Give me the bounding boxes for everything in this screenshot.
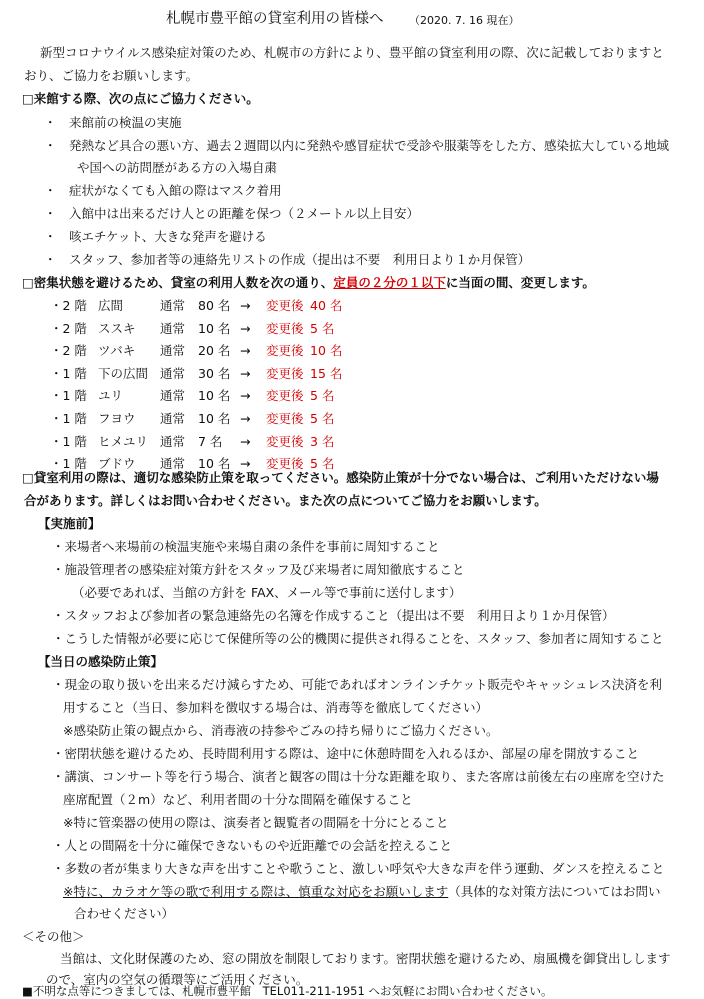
room-changed-label: 変更後 [266,320,304,336]
day-heading: 【当日の感染防止策】 [38,654,164,669]
arrow-icon: → [240,411,251,426]
room-new-capacity: 5 名 [310,456,335,472]
room-normal-capacity: 30 名 [198,365,231,381]
room-normal-capacity: 20 名 [198,343,231,359]
day-note: ※特に管楽器の使用の際は、演奏者と観覧者の間隔を十分にとること [63,815,449,830]
room-name: 広間 [98,298,124,313]
room-normal-capacity: 10 名 [198,320,231,336]
arrow-icon: → [240,456,251,472]
room-normal-label: 通常 [160,320,186,336]
other-line-1: 当館は、文化財保護のため、窓の開放を制限しております。密閉状態を避けるため、扇風機を御貸出しします [60,951,671,966]
room-floor: ・1 階 [50,365,87,381]
room-name: ススキ [98,320,136,336]
room-normal-label: 通常 [160,456,186,472]
karaoke-note [63,884,661,900]
room-changed-label: 変更後 [266,365,304,381]
section3-heading-2: 合があります。詳しくはお問い合わせください。また次の点についてご協力をお願いします。 [24,493,547,508]
day-item-cont: 用すること（当日、参加料を徴収する場合は、消毒等を徹底してください） [63,700,489,715]
room-normal-capacity: 10 名 [198,388,231,404]
section2-heading-b: に当面の間、変更します。 [445,275,595,290]
room-floor: ・1 階 [50,456,87,472]
other-heading: ＜その他＞ [22,929,85,944]
room-normal-capacity: 80 名 [198,298,231,313]
pre-heading: 【実施前】 [38,516,101,531]
day-item: ・現金の取り扱いを出来るだけ減らすため、可能であればオンラインチケット販売やキャッシュレス決済を利 [52,677,662,692]
intro-line-2: おり、ご協力をお願いします。 [24,68,199,83]
room-normal-label: 通常 [160,298,186,313]
room-name: ブドウ [98,456,136,472]
room-new-capacity: 10 名 [310,343,343,359]
room-new-capacity: 15 名 [310,365,343,381]
room-new-capacity: 5 名 [310,388,335,404]
arrow-icon: → [240,343,251,359]
section3-heading-1: □貸室利用の際は、適切な感染防止策を取ってください。感染防止策が十分でない場合は、ご利用いただけない場 [22,470,659,485]
room-changed-label: 変更後 [266,433,304,449]
other-line-2: ので、室内の空気の循環等にご活用ください。 [46,972,309,987]
sec1-item: ・ 咳エチケット、大きな発声を避ける [44,229,267,244]
contact-footer: ■不明な点等につきましては、札幌市豊平館 TEL011-211-1951 へお気軽にお問い合わせください。 [22,984,553,998]
section2-heading [22,275,595,291]
sec1-item: ・ スタッフ、参加者等の連絡先リストの作成（提出は不要 利用日より１か月保管） [44,252,531,267]
room-normal-label: 通常 [160,388,186,404]
section1-heading: □来館する際、次の点にご協力ください。 [22,91,259,106]
room-normal-label: 通常 [160,411,186,426]
section2-heading-a: □密集状態を避けるため、貸室の利用人数を次の通り、 [22,275,334,290]
room-floor: ・2 階 [50,320,87,336]
intro-line-1: 新型コロナウイルス感染症対策のため、札幌市の方針により、豊平館の貸室利用の際、次に記載しておりますと [40,45,664,60]
pre-item-cont: （必要であれば、当館の方針を FAX、メール等で事前に送付します） [72,585,462,600]
day-item: ・密閉状態を避けるため、長時間利用する際は、途中に休憩時間を入れるほか、部屋の扉を開放すること [52,746,640,761]
room-normal-capacity: 7 名 [198,433,223,449]
room-normal-label: 通常 [160,343,186,359]
room-normal-label: 通常 [160,365,186,381]
sec1-item: ・ 来館前の検温の実施 [44,115,182,130]
day-note: ※感染防止策の観点から、消毒液の持参やごみの持ち帰りにご協力ください。 [63,723,499,738]
day-item: ・講演、コンサート等を行う場合、演者と観客の間は十分な距離を取り、また客席は前後左右の座席を空けた [52,769,665,784]
room-name: 下の広間 [98,365,149,381]
room-new-capacity: 5 名 [310,411,335,426]
room-changed-label: 変更後 [266,298,304,313]
room-changed-label: 変更後 [266,343,304,359]
room-changed-label: 変更後 [266,456,304,472]
room-changed-label: 変更後 [266,411,304,426]
arrow-icon: → [240,433,251,449]
room-changed-label: 変更後 [266,388,304,404]
sec1-item: ・ 症状がなくても入館の際はマスク着用 [44,183,282,198]
room-name: フヨウ [98,411,136,426]
pre-item: ・こうした情報が必要に応じて保健所等の公的機関に提供され得ることを、スタッフ、参加者に周知すること [52,631,664,646]
day-item-cont: 座席配置（２m）など、利用者間の十分な間隔を確保すること [63,792,413,807]
room-floor: ・1 階 [50,433,87,449]
pre-item: ・来場者へ来場前の検温実施や来場自粛の条件を事前に周知すること [52,539,440,554]
room-normal-capacity: 10 名 [198,456,231,472]
karaoke-note-rest: （具体的な対策方法についてはお問い [448,884,661,899]
day-item: ・人との間隔を十分に確保できないものや近距離での会話を控えること [52,838,453,853]
room-normal-label: 通常 [160,433,186,449]
room-name: ヒメユリ [98,433,149,449]
room-floor: ・2 階 [50,298,87,313]
day-item: ・多数の者が集まり大きな声を出すことや歌うこと、激しい呼気や大きな声を伴う運動、ダンスを控えること [52,861,665,876]
room-normal-capacity: 10 名 [198,411,231,426]
room-new-capacity: 5 名 [310,320,335,336]
pre-item: ・スタッフおよび参加者の緊急連絡先の名簿を作成すること（提出は不要 利用日より１か月保管） [52,608,615,623]
room-new-capacity: 40 名 [310,298,343,313]
date-label: （2020. 7. 16 現在） [409,14,520,27]
sec1-item: ・ 発熱など具合の悪い方、過去２週間以内に発熱や感冒症状で受診や服薬等をした方、感染拡大している地域 [44,138,670,153]
arrow-icon: → [240,298,251,313]
room-floor: ・2 階 [50,343,87,359]
karaoke-note-underlined: ※特に、カラオケ等の歌で利用する際は、慎重な対応をお願いします [63,884,449,899]
sec1-item-cont: や国への訪問歴がある方の入場自粛 [77,160,278,175]
karaoke-note-cont: 合わせください） [74,906,175,921]
pre-item: ・施設管理者の感染症対策方針をスタッフ及び来場者に周知徹底すること [52,562,465,577]
arrow-icon: → [240,388,251,404]
page-title: 札幌市豊平館の貸室利用の皆様へ [166,11,384,27]
room-name: ユリ [98,388,124,404]
room-floor: ・1 階 [50,388,87,404]
sec1-item: ・ 入館中は出来るだけ人との距離を保つ（２メートル以上目安） [44,206,420,221]
arrow-icon: → [240,365,251,381]
room-name: ツバキ [98,343,136,359]
capacity-rule: 定員の２分の１以下 [333,275,446,290]
room-floor: ・1 階 [50,411,87,426]
arrow-icon: → [240,320,251,336]
room-new-capacity: 3 名 [310,433,335,449]
